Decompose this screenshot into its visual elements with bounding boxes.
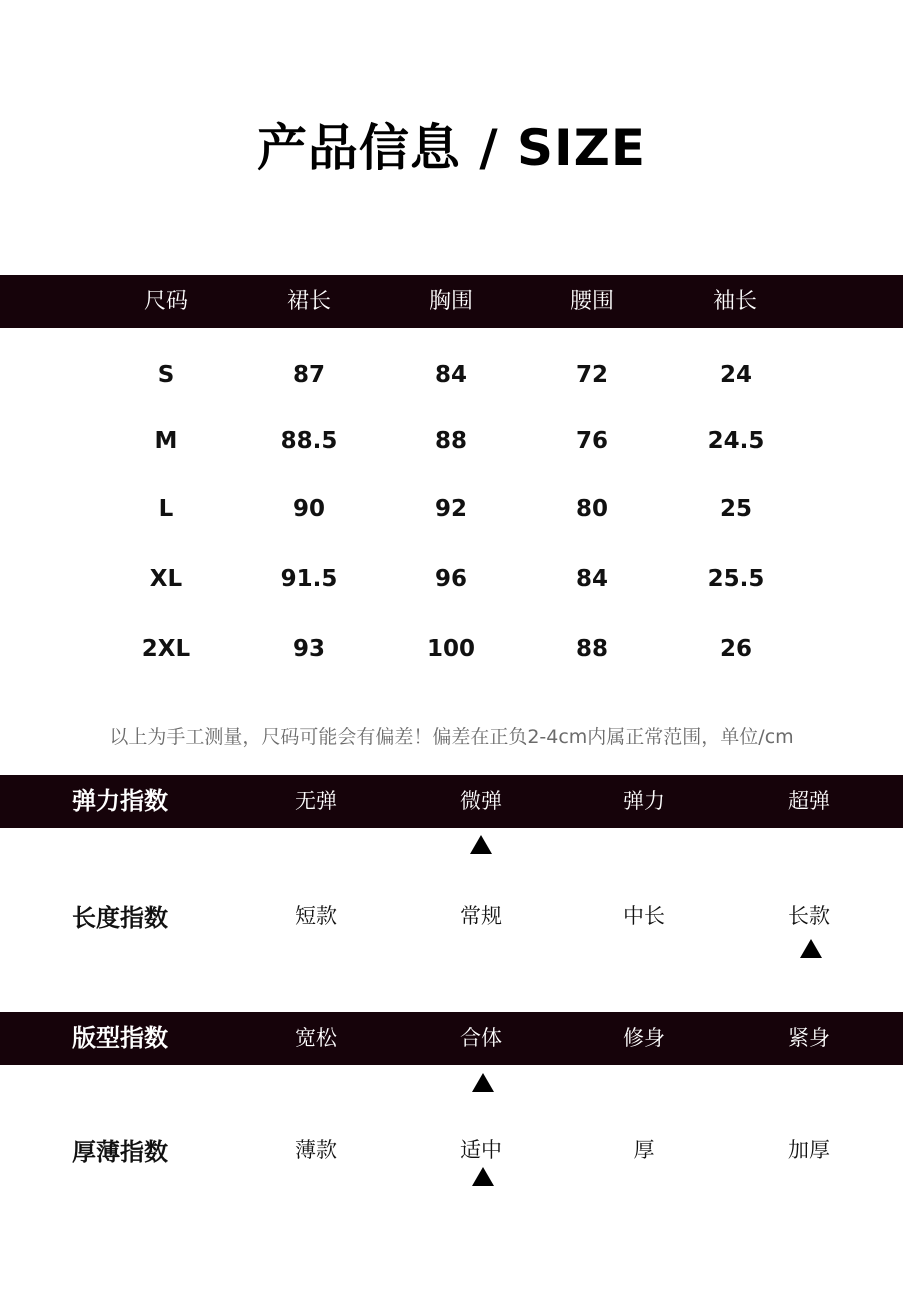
option-mid-length: 中长 xyxy=(623,904,665,928)
thickness-index-row xyxy=(0,1130,903,1170)
table-cell: 25.5 xyxy=(707,566,765,592)
table-cell: 88.5 xyxy=(280,428,338,454)
table-cell: 92 xyxy=(434,496,468,522)
table-cell: 2XL xyxy=(141,636,191,662)
header-dress-length: 裙长 xyxy=(286,289,332,314)
elasticity-index-label: 弹力指数 xyxy=(72,787,168,815)
size-table-header xyxy=(0,275,903,328)
triangle-up-icon xyxy=(472,1073,494,1092)
table-cell: 84 xyxy=(434,362,468,388)
header-waist: 腰围 xyxy=(569,289,615,314)
table-cell: 26 xyxy=(719,636,753,662)
option-stretch: 弹力 xyxy=(623,789,665,813)
table-cell: 88 xyxy=(434,428,468,454)
table-cell: M xyxy=(154,428,178,454)
table-cell: 25 xyxy=(719,496,753,522)
table-cell: XL xyxy=(149,566,183,592)
table-cell: 100 xyxy=(426,636,476,662)
triangle-up-icon xyxy=(472,1167,494,1186)
table-cell: 96 xyxy=(434,566,468,592)
option-thin: 薄款 xyxy=(295,1138,337,1162)
option-short: 短款 xyxy=(295,904,337,928)
option-regular-fit: 合体 xyxy=(460,1026,502,1050)
header-bust: 胸围 xyxy=(428,289,474,314)
triangle-up-icon xyxy=(800,939,822,958)
table-cell: 76 xyxy=(575,428,609,454)
option-thick: 厚 xyxy=(633,1138,655,1162)
option-medium: 适中 xyxy=(460,1138,502,1162)
option-slight-stretch: 微弹 xyxy=(460,789,502,813)
page-title: 产品信息 / SIZE xyxy=(256,119,647,177)
option-no-stretch: 无弹 xyxy=(295,789,337,813)
table-cell: 90 xyxy=(292,496,326,522)
option-super-stretch: 超弹 xyxy=(788,789,830,813)
elasticity-index-row xyxy=(0,775,903,828)
table-cell: 93 xyxy=(292,636,326,662)
option-regular: 常规 xyxy=(460,904,502,928)
length-index-label: 长度指数 xyxy=(72,904,168,932)
table-cell: 24 xyxy=(719,362,753,388)
table-cell: 72 xyxy=(575,362,609,388)
table-cell: 91.5 xyxy=(280,566,338,592)
measurement-note: 以上为手工测量，尺码可能会有偏差！偏差在正负2-4cm内属正常范围，单位/cm xyxy=(109,726,794,748)
table-cell: L xyxy=(158,496,174,522)
table-cell: 24.5 xyxy=(707,428,765,454)
length-index-row xyxy=(0,896,903,936)
table-cell: 84 xyxy=(575,566,609,592)
table-row xyxy=(0,636,903,666)
fit-index-label: 版型指数 xyxy=(72,1024,168,1052)
option-long: 长款 xyxy=(788,904,830,928)
table-row xyxy=(0,496,903,526)
fit-index-row xyxy=(0,1012,903,1065)
table-row xyxy=(0,566,903,596)
header-sleeve-length: 袖长 xyxy=(712,289,758,314)
table-row xyxy=(0,362,903,392)
header-size: 尺码 xyxy=(143,289,189,314)
table-row xyxy=(0,428,903,458)
table-cell: 87 xyxy=(292,362,326,388)
thickness-index-label: 厚薄指数 xyxy=(72,1138,168,1166)
table-cell: 88 xyxy=(575,636,609,662)
triangle-up-icon xyxy=(470,835,492,854)
option-tight: 紧身 xyxy=(788,1026,830,1050)
table-cell: 80 xyxy=(575,496,609,522)
option-extra-thick: 加厚 xyxy=(788,1138,830,1162)
option-slim: 修身 xyxy=(623,1026,665,1050)
table-cell: S xyxy=(157,362,175,388)
option-loose: 宽松 xyxy=(295,1026,337,1050)
